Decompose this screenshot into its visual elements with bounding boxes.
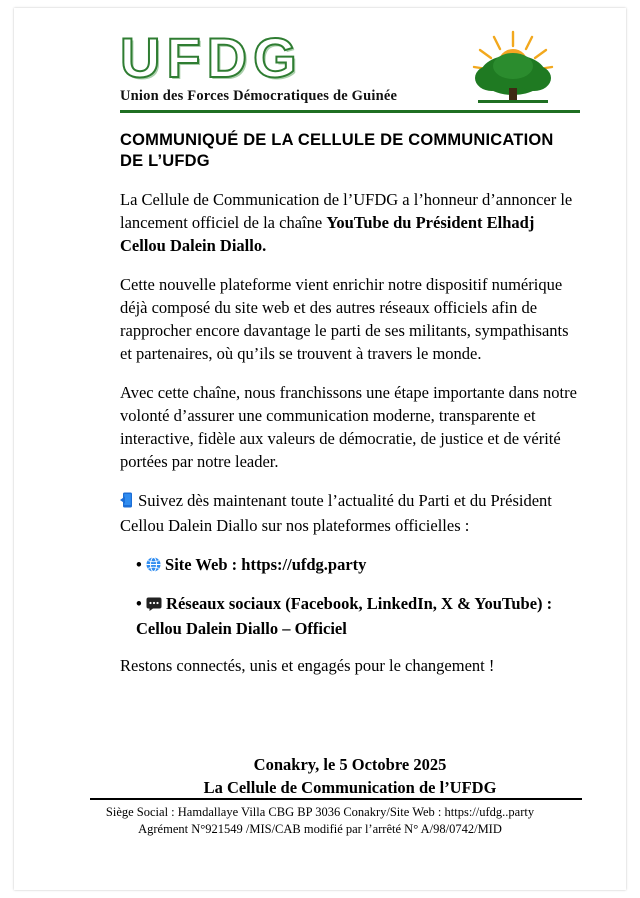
footer-divider: [90, 798, 582, 800]
logo-subtitle: Union des Forces Démocratiques de Guinée: [120, 88, 398, 104]
header-divider: [120, 110, 580, 113]
paragraph-1-bold: YouTube du Président Elhadj Cellou Dalein Diallo.: [120, 213, 535, 255]
bullet-social-text: Réseaux sociaux (Facebook, LinkedIn, X & YouTube) : Cellou Dalein Diallo – Officiel: [136, 594, 553, 638]
footer-line-2: Agrément N°921549 /MIS/CAB modifié par l’arrêté N° A/98/0742/MID: [138, 822, 502, 836]
bullet-website-text[interactable]: Site Web : https://ufdg.party: [165, 555, 367, 574]
speech-bubble-icon: [146, 594, 162, 617]
paragraph-3: Avec cette chaîne, nous franchissons une étape importante dans notre volonté d’assurer une communication moderne, transparente et interactive, fidèle aux valeurs de démocratie, de justice et de vérité portées par notre leader.: [120, 383, 577, 471]
globe-icon: [146, 555, 161, 578]
page-title: COMMUNIQUÉ DE LA CELLULE DE COMMUNICATION DE L’UFDG: [120, 131, 554, 170]
mobile-arrow-icon: [120, 491, 134, 514]
bullet-social: [120, 592, 580, 640]
paragraph-1: [120, 188, 580, 257]
document-body: [42, 130, 598, 799]
tree-sun-emblem: [454, 30, 572, 108]
closing-line: Restons connectés, unis et engagés pour le changement !: [120, 656, 495, 675]
document-sheet: [14, 8, 626, 890]
document-header: [42, 26, 598, 112]
signature-place-date: Conakry, le 5 Octobre 2025: [253, 755, 447, 774]
bullet-website: [120, 553, 580, 578]
signature-block: [120, 753, 580, 799]
signature-signer: La Cellule de Communication de l’UFDG: [203, 778, 497, 797]
paragraph-2: Cette nouvelle plateforme vient enrichir notre dispositif numérique déjà composé du site web et des autres réseaux officiels afin de rapprocher encore davantage le parti de ses militants, sympathisants et partenaires, où qu’ils se trouvent à travers le monde.: [120, 275, 569, 363]
logo-wordmark: UFDG: [120, 26, 303, 89]
follow-note: [120, 489, 580, 537]
bullet-marker-2: •: [136, 594, 142, 613]
follow-note-text: Suivez dès maintenant toute l’actualité du Parti et du Président Cellou Dalein Diallo sur nos plateformes officielles :: [120, 491, 552, 535]
bullet-marker: •: [136, 555, 142, 574]
footer-line-1: Siège Social : Hamdallaye Villa CBG BP 3036 Conakry/Site Web : https://ufdg..party: [105, 805, 535, 819]
ufdg-logo: [120, 26, 398, 105]
paragraph-1-lead: La Cellule de Communication de l’UFDG a l’honneur d’annoncer le lancement officiel de la chaîne: [120, 190, 573, 232]
document-footer: [42, 798, 598, 838]
